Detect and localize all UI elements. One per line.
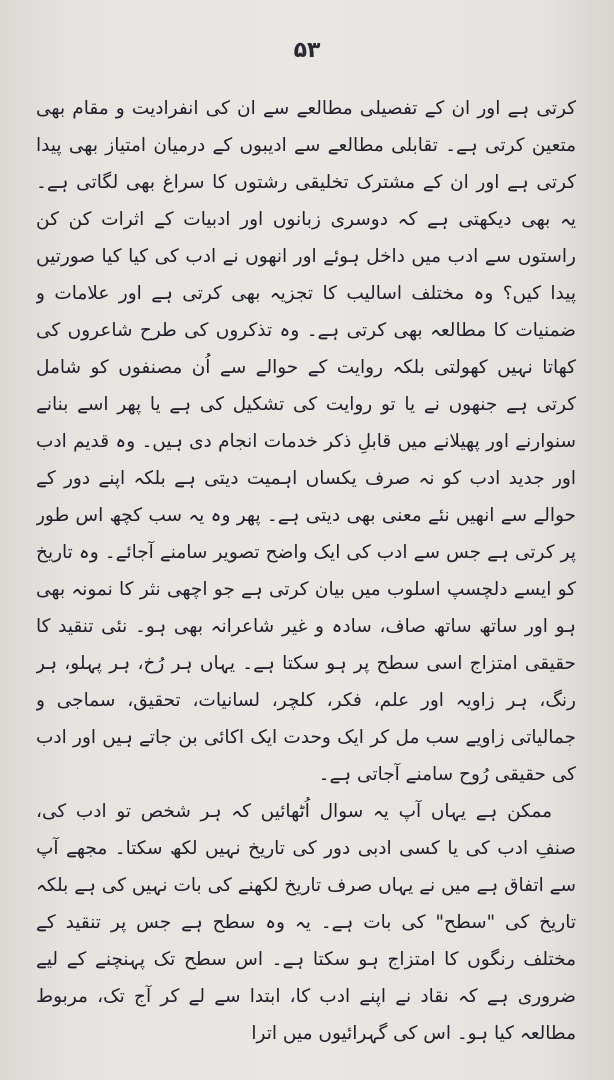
paragraph-1: کرتی ہے اور ان کے تفصیلی مطالعے سے ان کی انفرادیت و مقام بھی متعین کرتی ہے۔ تقابلی مطالعے سے ادیبوں کے درمیان امتیاز بھی پیدا کرتی ہے اور ان کے مشترک تخلیقی رشتوں کا سراغ بھی لگاتی ہے۔ یہ بھی دیکھتی ہے کہ دوسری زبانوں اور ادبیات کے اثرات کن کن راستوں سے ادب میں داخل ہوئے اور انھوں نے ادب کی کیا کیا صورتیں پیدا کیں؟ وہ مختلف اسالیب کا تجزیہ بھی کرتی ہے اور علامات و ضمنیات کا مطالعہ بھی کرتی ہے۔ وہ تذکروں کی طرح شاعروں کی کھاتا نہیں کھولتی بلکہ روایت کے حوالے سے اُن مصنفوں کو شامل کرتی ہے جنھوں نے یا تو روایت کی تشکیل کی ہے یا پھر اسے بنانے سنوارنے اور پھیلانے میں قابلِ ذکر خدمات انجام دی ہیں۔ وہ قدیم ادب اور جدید ادب کو نہ صرف یکساں اہمیت دیتی ہے بلکہ اپنے دور کے حوالے سے انھیں نئے معنی بھی دیتی ہے۔ پھر وہ یہ سب کچھ اس طور پر کرتی ہے جس سے ادب کی ایک واضح تصویر سامنے آجائے۔ وہ تاریخ کو ایسے دلچسپ اسلوب میں بیان کرتی ہے جو اچھی نثر کا نمونہ بھی ہو اور ساتھ ساتھ صاف، سادہ و غیر شاعرانہ بھی ہو۔ نئی تنقید کا حقیقی امتزاج اسی سطح پر ہو سکتا ہے۔ یہاں ہر رُخ، ہر پہلو، ہر رنگ، ہر زاویہ اور علم، فکر، کلچر، لسانیات، تحقیق، سماجی و جمالیاتی زاویے سب مل کر ایک وحدت ایک اکائی بن جاتے ہیں اور ادب کی حقیقی رُوح سامنے آجاتی ہے۔ — [36, 98, 576, 785]
page-number: ۵۳ — [293, 38, 321, 63]
body-text — [36, 90, 576, 1070]
paragraph-2: ممکن ہے یہاں آپ یہ سوال اُٹھائیں کہ ہر شخص تو ادب کی، صنفِ ادب کی یا کسی ادبی دور کی تاریخ نہیں لکھ سکتا۔ مجھے آپ سے اتفاق ہے میں نے یہاں صرف تاریخ لکھنے کی بات نہیں کی ہے بلکہ تاریخ کی "سطح" کی بات ہے۔ یہ وہ سطح ہے جس پر تنقید کے مختلف رنگوں کا امتزاج ہو سکتا ہے۔ اس سطح تک پہنچنے کے لیے ضروری ہے کہ نقاد نے اپنے ادب کا، ابتدا سے لے کر آج تک، مربوط مطالعہ کیا ہو۔ اس کی گہرائیوں میں اترا — [36, 801, 576, 1044]
